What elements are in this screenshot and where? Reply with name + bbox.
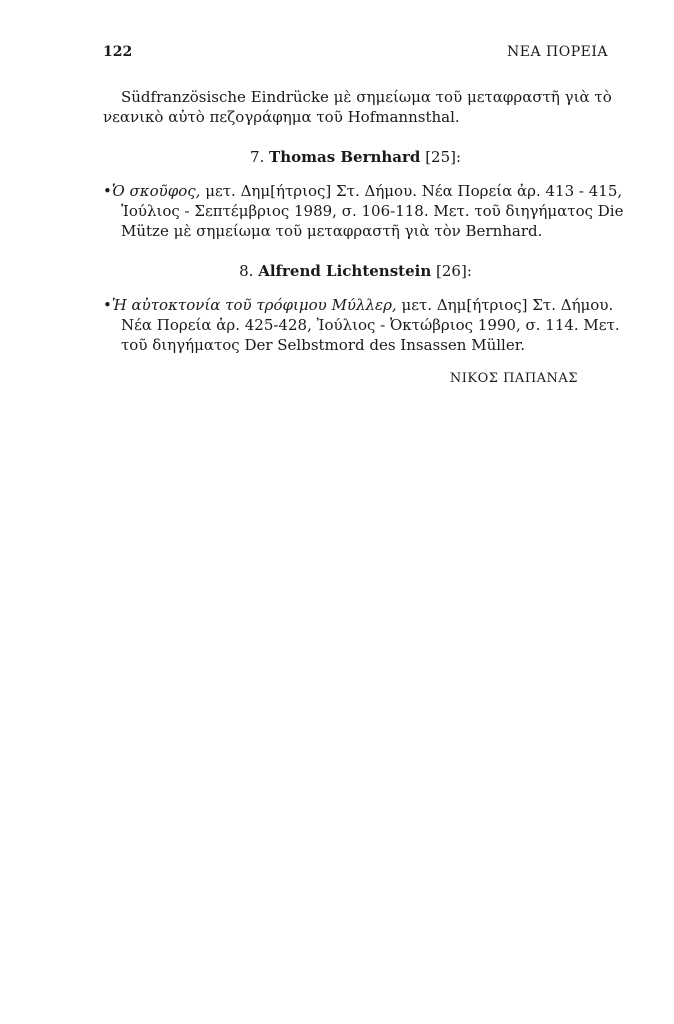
- work-title: Ὁ σκοῦφος,: [111, 182, 201, 200]
- running-title: ΝΕΑ ΠΟΡΕΙΑ: [507, 44, 608, 60]
- section-reference: [25]:: [425, 148, 462, 166]
- entry-line-1-rest: μετ. Δημ[ήτριος] Στ. Δήμου.: [401, 296, 614, 314]
- author-signature: ΝΙΚΟΣ ΠΑΠΑΝΑΣ: [449, 371, 578, 386]
- entry-line-3: Mütze μὲ σημείωμα τοῦ μεταφραστῆ γιὰ τὸν Bernhard.: [121, 222, 543, 240]
- section-heading-7: [103, 147, 608, 167]
- section-author: Alfrend Lichtenstein: [258, 262, 432, 280]
- section-author: Thomas Bernhard: [269, 148, 421, 166]
- section-heading-8: [103, 261, 608, 281]
- entry-line-3: τοῦ διηγήματος Der Selbstmord des Insassen Müller.: [121, 336, 526, 354]
- section-number: 7.: [249, 148, 265, 166]
- intro-line-2: νεανικὸ αὐτὸ πεζογράφημα τοῦ Hofmannsthal.: [103, 108, 460, 126]
- section-reference: [26]:: [436, 262, 472, 280]
- section-number: 8.: [239, 262, 254, 280]
- intro-paragraph: [103, 87, 612, 127]
- entry-line-1: •Ὁ σκοῦφος, μετ. Δημ[ήτριος] Στ. Δήμου. Νέα Πορεία ἀρ. 413 - 415,: [103, 182, 623, 200]
- bibliography-entry-7: [103, 181, 624, 241]
- entry-line-2: Νέα Πορεία ἀρ. 425-428, Ἰούλιος - Ὀκτώβριος 1990, σ. 114. Μετ.: [121, 316, 620, 334]
- page-header: [103, 44, 608, 64]
- document-body: [103, 87, 624, 389]
- page-number: 122: [103, 44, 133, 60]
- intro-line-1: Südfranzösische Eindrücke μὲ σημείωμα τοῦ μεταφραστῆ γιὰ τὸ: [121, 88, 612, 106]
- entry-line-1-rest: μετ. Δημ[ήτριος] Στ. Δήμου. Νέα Πορεία ἀρ. 413 - 415,: [205, 182, 623, 200]
- entry-line-2: Ἰούλιος - Σεπτέμβριος 1989, σ. 106-118. Μετ. τοῦ διηγήματος Die: [121, 202, 624, 220]
- work-title: Ἡ αὐτοκτονία τοῦ τρόφιμου Μύλλερ,: [111, 296, 397, 314]
- entry-line-1: •Ἡ αὐτοκτονία τοῦ τρόφιμου Μύλλερ, μετ. Δημ[ήτριος] Στ. Δήμου.: [103, 296, 614, 314]
- bibliography-entry-8: [103, 295, 620, 355]
